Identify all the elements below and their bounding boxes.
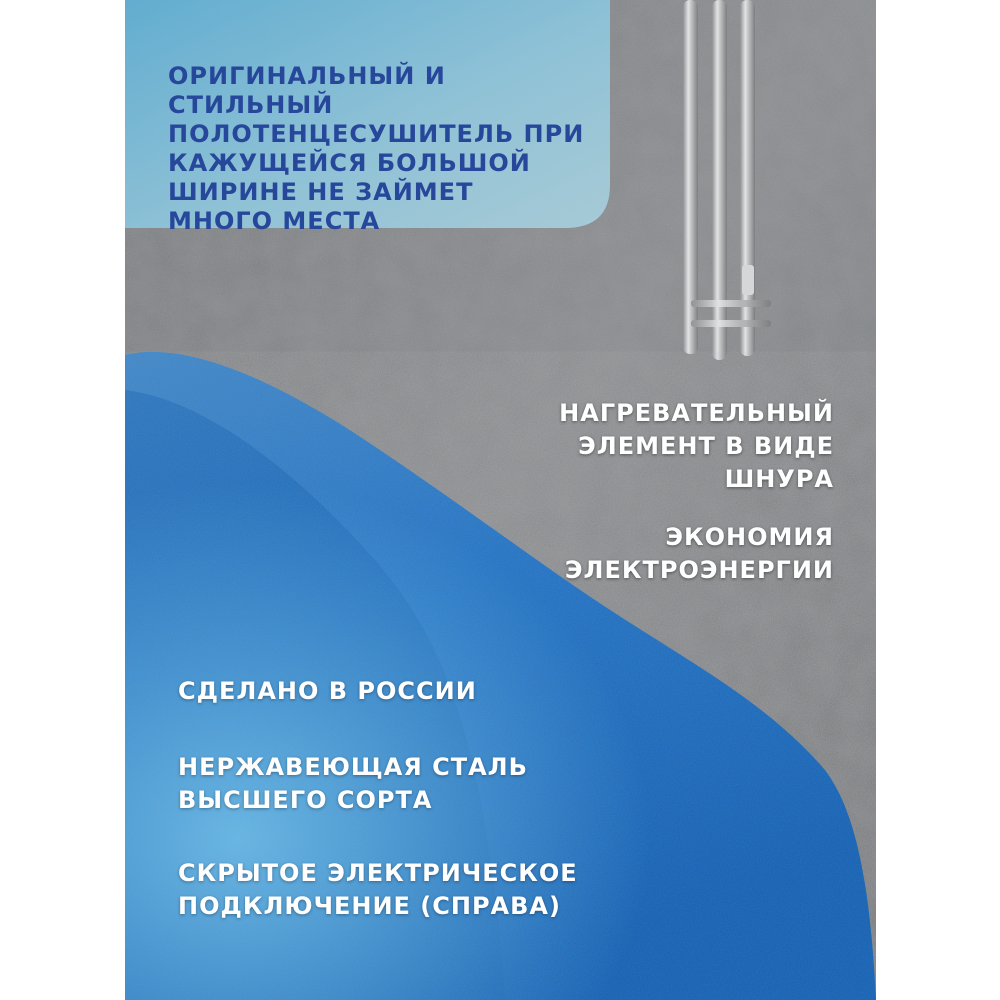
feature-line: ЭЛЕКТРОЭНЕРГИИ	[564, 556, 834, 584]
feature-line: ПОДКЛЮЧЕНИЕ (СПРАВА)	[178, 892, 561, 920]
intro-line: ОРИГИНАЛЬНЫЙ И СТИЛЬНЫЙ	[168, 62, 446, 119]
feature-heating-element	[414, 397, 834, 496]
intro-heading	[168, 62, 608, 236]
feature-line: СКРЫТОЕ ЭЛЕКТРИЧЕСКОЕ	[178, 859, 578, 887]
feature-line: СДЕЛАНО В РОССИИ	[178, 677, 477, 705]
product-infographic-card	[125, 0, 876, 1000]
feature-line: НАГРЕВАТЕЛЬНЫЙ	[559, 399, 834, 427]
feature-made-in-russia	[178, 675, 658, 708]
intro-line: ШИРИНЕ НЕ ЗАЙМЕТ	[168, 178, 474, 206]
feature-energy-saving	[414, 521, 834, 587]
feature-line: ЭКОНОМИЯ	[665, 523, 834, 551]
feature-hidden-connection	[178, 857, 658, 923]
feature-line: НЕРЖАВЕЮЩАЯ СТАЛЬ	[178, 753, 528, 781]
intro-line: ПОЛОТЕНЦЕСУШИТЕЛЬ ПРИ	[168, 120, 585, 148]
intro-line: МНОГО МЕСТА	[168, 207, 381, 235]
intro-line: КАЖУЩЕЙСЯ БОЛЬШОЙ	[168, 149, 531, 177]
feature-line: ЭЛЕМЕНТ В ВИДЕ	[578, 432, 834, 460]
feature-stainless-steel	[178, 751, 658, 817]
feature-line: ШНУРА	[724, 465, 834, 493]
feature-line: ВЫСШЕГО СОРТА	[178, 786, 433, 814]
